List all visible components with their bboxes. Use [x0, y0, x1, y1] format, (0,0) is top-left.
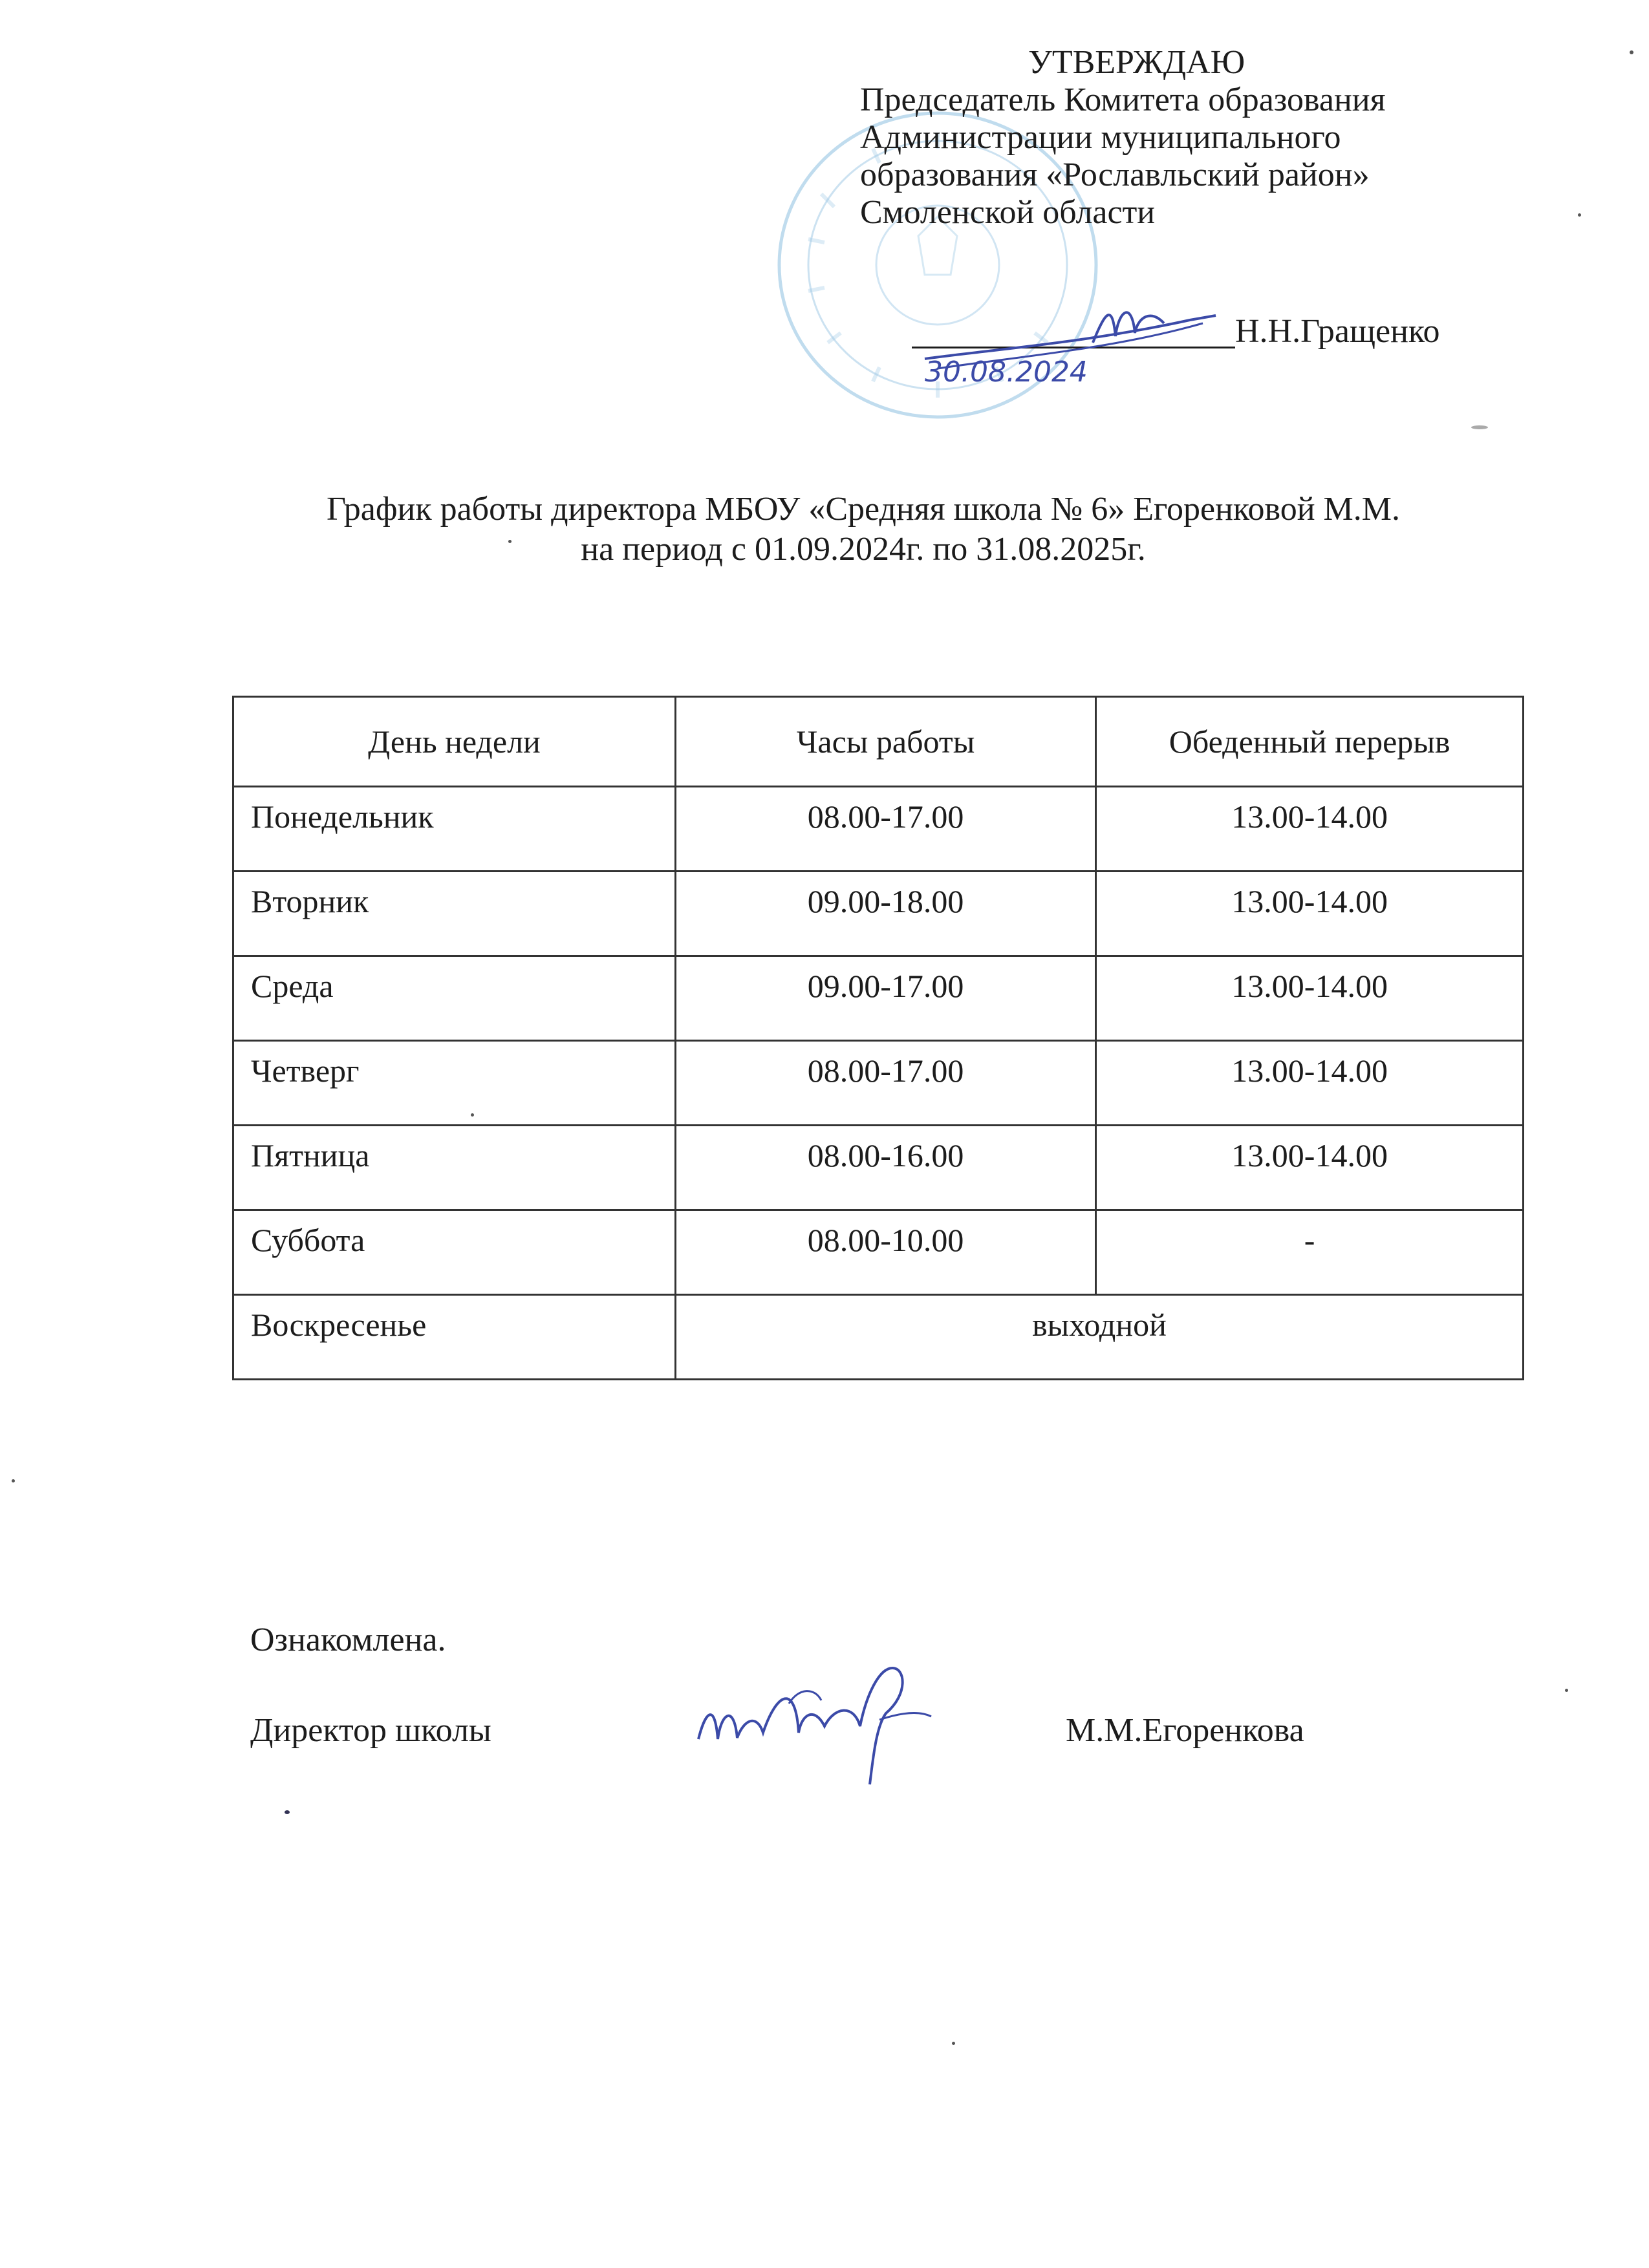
handwritten-date	[925, 352, 1119, 391]
cell-day: Среда	[233, 956, 676, 1041]
svg-text:30.08.2024: 30.08.2024	[925, 356, 1088, 389]
table-header-row	[233, 697, 1524, 787]
cell-hours: 08.00-10.00	[675, 1210, 1095, 1295]
table-row	[233, 1295, 1524, 1380]
column-header-day: День недели	[233, 697, 676, 787]
approval-position-line: Администрации муниципального	[860, 119, 1341, 156]
scan-speck	[285, 1810, 290, 1814]
director-signature	[685, 1642, 957, 1791]
table-row	[233, 872, 1524, 956]
schedule-table	[232, 696, 1524, 1380]
cell-day: Вторник	[233, 872, 676, 956]
cell-break: 13.00-14.00	[1096, 1126, 1524, 1210]
scan-speck	[1578, 213, 1581, 217]
scan-speck	[1471, 425, 1488, 429]
cell-day: Суббота	[233, 1210, 676, 1295]
acknowledged-label: Ознакомлена.	[250, 1621, 446, 1658]
director-name: М.М.Егоренкова	[1066, 1712, 1304, 1749]
cell-hours: 08.00-17.00	[675, 787, 1095, 872]
cell-day: Воскресенье	[233, 1295, 676, 1380]
cell-hours: 08.00-17.00	[675, 1041, 1095, 1126]
approval-heading: УТВЕРЖДАЮ	[1028, 44, 1245, 81]
scan-speck	[1565, 1689, 1568, 1692]
cell-break: 13.00-14.00	[1096, 787, 1524, 872]
approval-position-line: Смоленской области	[860, 194, 1156, 231]
cell-day: Пятница	[233, 1126, 676, 1210]
approval-position-line: Председатель Комитета образования	[860, 81, 1386, 118]
document-title: График работы директора МБОУ «Средняя школа № 6» Егоренковой М.М.	[326, 491, 1401, 528]
cell-day: Понедельник	[233, 787, 676, 872]
table-row	[233, 1126, 1524, 1210]
cell-break: 13.00-14.00	[1096, 1041, 1524, 1126]
director-position: Директор школы	[250, 1712, 491, 1749]
cell-hours: 09.00-18.00	[675, 872, 1095, 956]
column-header-break: Обеденный перерыв	[1096, 697, 1524, 787]
cell-break: -	[1096, 1210, 1524, 1295]
table-row	[233, 787, 1524, 872]
column-header-hours: Часы работы	[675, 697, 1095, 787]
cell-day-off: выходной	[675, 1295, 1523, 1380]
approval-position-line: образования «Рославльский район»	[860, 156, 1370, 193]
cell-break: 13.00-14.00	[1096, 956, 1524, 1041]
cell-break: 13.00-14.00	[1096, 872, 1524, 956]
scan-speck	[952, 2042, 955, 2045]
table-row	[233, 956, 1524, 1041]
document-subtitle: на период с 01.09.2024г. по 31.08.2025г.	[581, 531, 1146, 568]
cell-hours: 08.00-16.00	[675, 1126, 1095, 1210]
table-row	[233, 1041, 1524, 1126]
scan-speck	[1630, 50, 1633, 54]
cell-hours: 09.00-17.00	[675, 956, 1095, 1041]
cell-day: Четверг	[233, 1041, 676, 1126]
table-row	[233, 1210, 1524, 1295]
scan-speck	[12, 1479, 15, 1482]
approval-signer-name: Н.Н.Гращенко	[1235, 313, 1440, 350]
